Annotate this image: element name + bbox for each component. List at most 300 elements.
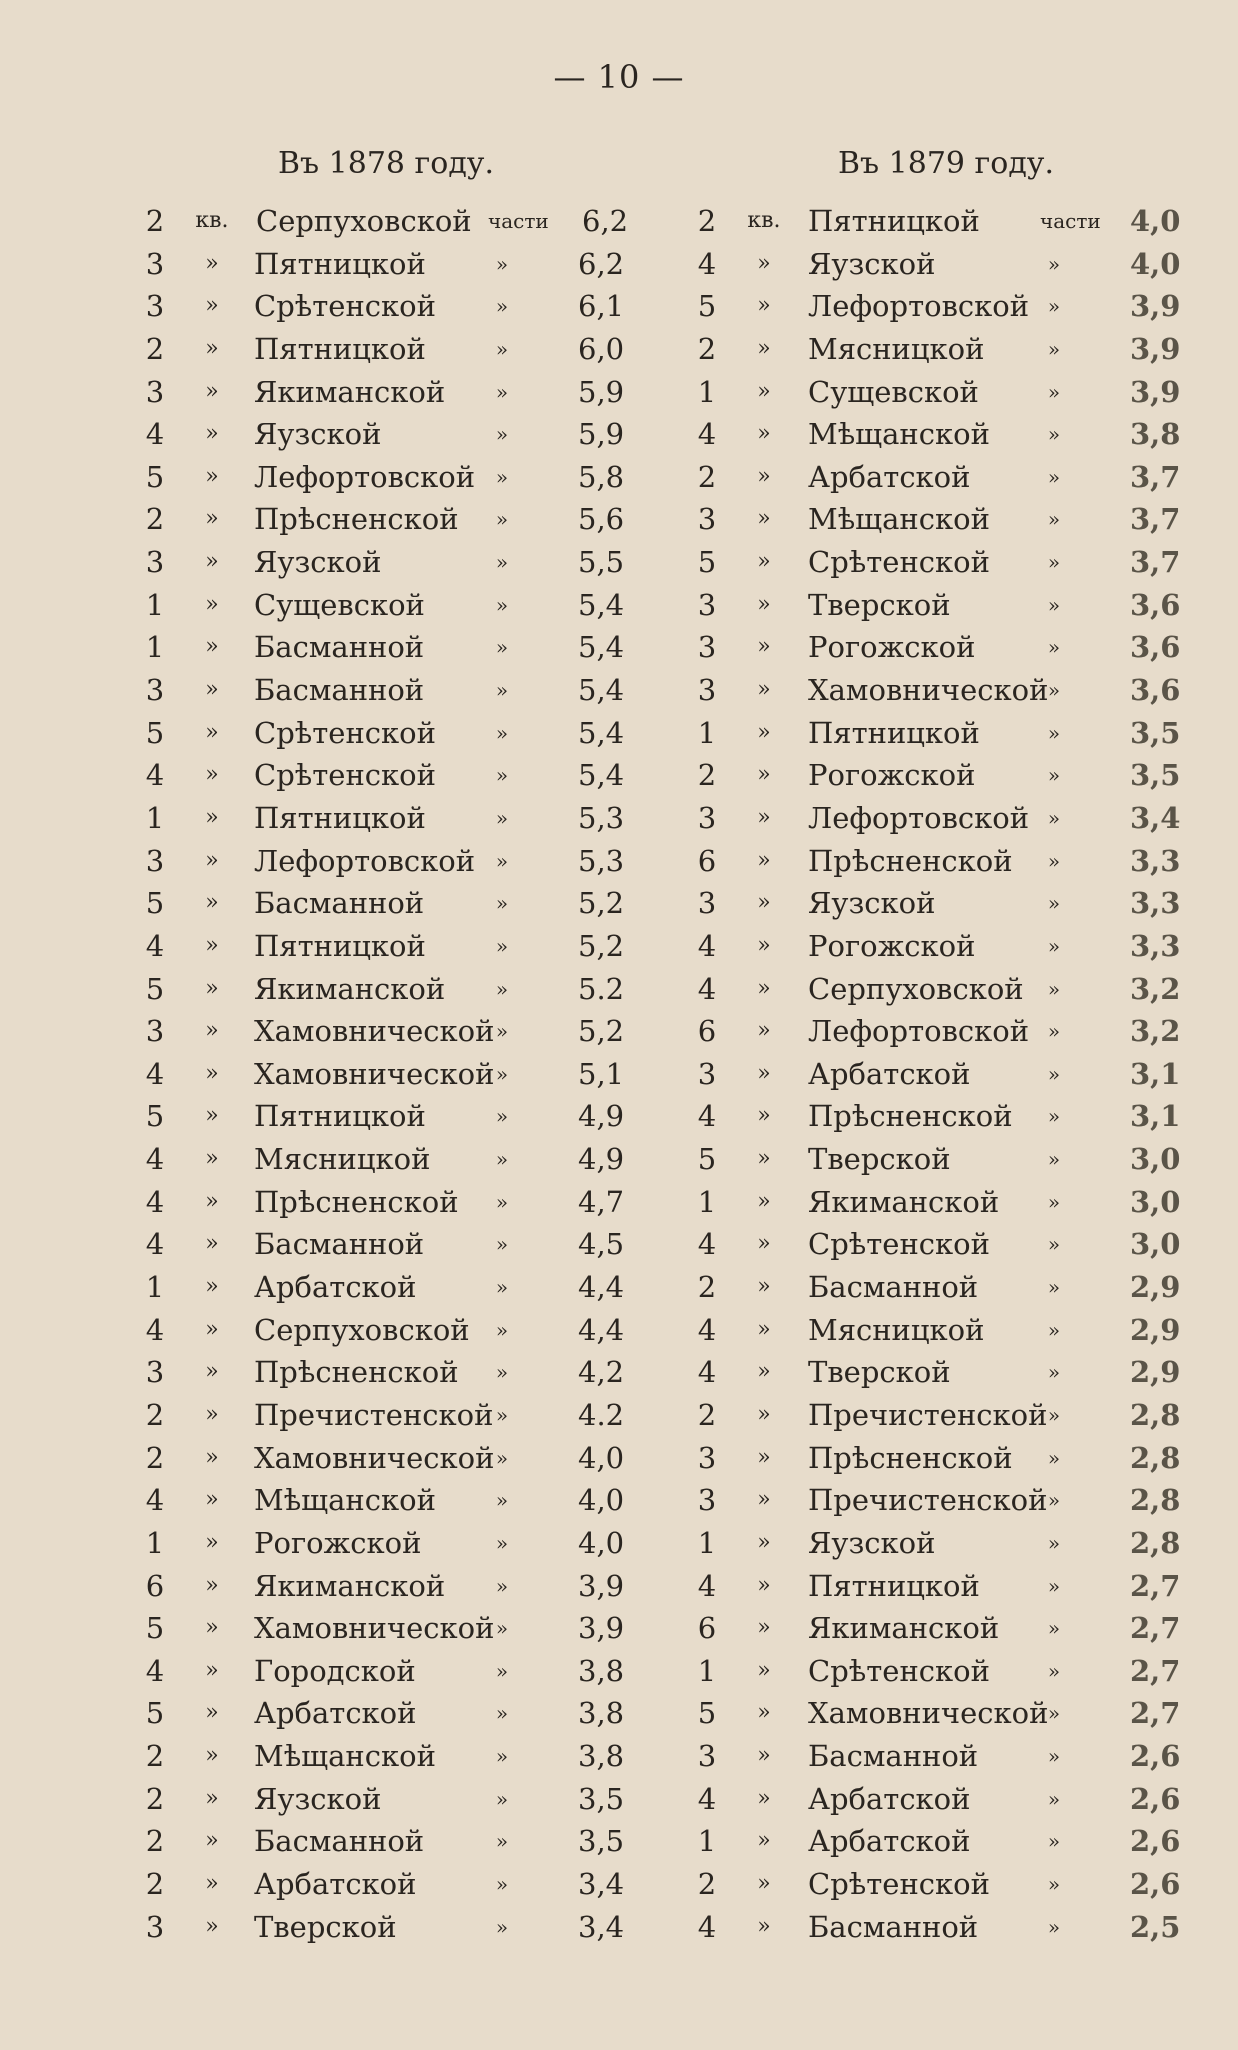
table-1879 [690,200,1230,1948]
table-row [138,754,678,797]
row-district-name: Якиманской [254,971,446,1006]
row-ditto-mark: » [1047,720,1061,745]
row-kv-mark: » [757,1103,771,1129]
row-value: 3,5 [1130,758,1181,793]
table-row [138,1181,678,1224]
row-number: 4 [697,1781,717,1816]
table-row [690,1479,1230,1522]
row-district-name: Серпуховской [256,204,472,238]
row-ditto-mark: » [1047,1189,1061,1214]
row-kv-mark: » [205,932,219,958]
row-ditto-mark: » [495,976,509,1001]
table-row [690,371,1230,414]
table-row [690,797,1230,840]
row-district-name: Басманной [808,1270,979,1305]
row-district-name: Яузской [808,1525,936,1560]
row-district-name: Сущевской [254,587,425,622]
row-district-name: Хамовнической [808,673,1049,708]
row-district-name: Мѣщанской [254,1739,436,1774]
row-kv-mark: » [757,1657,771,1683]
table-row [138,200,678,243]
table-row [690,1565,1230,1608]
row-district-name: Мѣщанской [808,502,990,537]
row-ditto-mark: » [1047,507,1061,532]
row-number: 4 [145,928,165,963]
table-row [690,1394,1230,1437]
table-row [138,1437,678,1480]
row-ditto-mark: » [1047,464,1061,489]
row-district-name: Басманной [808,1739,979,1774]
row-kv-mark: » [757,762,771,788]
table-row [690,840,1230,883]
table-row [138,669,678,712]
table-row [138,1735,678,1778]
table-row [138,882,678,925]
row-value: 2,8 [1130,1440,1181,1475]
row-value: 5,3 [578,800,625,835]
row-kv-mark: » [205,1401,219,1427]
table-row [690,626,1230,669]
row-ditto-mark: части [488,209,549,233]
row-kv-mark: » [757,804,771,830]
table-row [690,1266,1230,1309]
table-row [138,243,678,286]
row-number: 3 [697,630,717,665]
row-value: 2,9 [1130,1312,1181,1347]
row-number: 4 [145,1227,165,1262]
row-kv-mark: » [757,719,771,745]
row-kv-mark: » [205,335,219,361]
row-value: 5,4 [578,673,625,708]
row-number: 2 [697,1397,717,1432]
row-number: 2 [145,1739,165,1774]
page-number: — 10 — [553,58,685,96]
row-district-name: Мясницкой [254,1142,431,1177]
row-number: 4 [145,758,165,793]
table-row [138,413,678,456]
row-kv-mark: » [205,1657,219,1683]
row-district-name: Арбатской [254,1696,417,1731]
row-ditto-mark: » [495,592,509,617]
row-ditto-mark: » [1047,1147,1061,1172]
row-value: 2,7 [1130,1568,1181,1603]
row-district-name: Якиманской [254,1568,446,1603]
row-value: 6,2 [578,246,625,281]
table-row [690,1309,1230,1352]
row-kv-mark: » [757,1060,771,1086]
row-number: 4 [697,1099,717,1134]
row-value: 3,5 [578,1781,625,1816]
row-ditto-mark: » [1047,379,1061,404]
row-number: 4 [697,1909,717,1944]
row-ditto-mark: » [495,1871,509,1896]
row-number: 3 [145,374,165,409]
row-number: 5 [697,1696,717,1731]
table-row [690,1820,1230,1863]
row-kv-mark: » [757,1828,771,1854]
row-kv-mark: » [757,591,771,617]
row-kv-mark: » [205,1870,219,1896]
row-number: 1 [145,800,165,835]
row-district-name: Тверской [808,1355,951,1390]
row-district-name: Хамовнической [808,1696,1049,1731]
row-ditto-mark: » [1047,1488,1061,1513]
table-row [138,1309,678,1352]
row-ditto-mark: » [495,1616,509,1641]
row-kv-mark: » [205,506,219,532]
row-number: 5 [697,1142,717,1177]
row-kv-mark: » [757,250,771,276]
row-ditto-mark: » [495,635,509,660]
table-row [690,413,1230,456]
row-value: 4,7 [578,1184,625,1219]
row-kv-mark: » [205,1743,219,1769]
row-value: 3,3 [1130,886,1181,921]
row-district-name: Арбатской [808,1056,971,1091]
row-number: 6 [145,1568,165,1603]
row-kv-mark: » [757,1401,771,1427]
row-kv-mark: » [205,1060,219,1086]
row-ditto-mark: » [1047,805,1061,830]
row-ditto-mark: » [1047,763,1061,788]
table-row [138,1650,678,1693]
row-kv-mark: » [205,1146,219,1172]
row-district-name: Прѣсненской [254,1184,459,1219]
table-row [690,200,1230,243]
row-district-name: Рогожской [254,1525,422,1560]
row-value: 2,7 [1130,1611,1181,1646]
row-value: 3,0 [1130,1184,1181,1219]
row-number: 4 [697,1568,717,1603]
row-district-name: Срѣтенской [808,1227,990,1262]
table-row [690,498,1230,541]
row-district-name: Арбатской [254,1866,417,1901]
row-value: 5,1 [578,1056,625,1091]
row-kv-mark: » [205,1359,219,1385]
row-kv-mark: » [205,1444,219,1470]
row-kv-mark: » [205,890,219,916]
row-number: 3 [145,673,165,708]
row-kv-mark: кв. [195,208,229,233]
row-district-name: Пятницкой [254,246,426,281]
row-value: 4,0 [578,1483,625,1518]
row-value: 3,0 [1130,1227,1181,1262]
row-kv-mark: » [205,1103,219,1129]
row-kv-mark: » [757,634,771,660]
row-value: 4,2 [578,1355,625,1390]
row-value: 4,9 [578,1099,625,1134]
row-district-name: Тверской [254,1909,397,1944]
row-ditto-mark: » [495,1189,509,1214]
row-number: 2 [145,502,165,537]
row-number: 2 [697,758,717,793]
row-ditto-mark: » [1047,1573,1061,1598]
row-district-name: Прѣсненской [808,843,1013,878]
row-ditto-mark: » [1047,848,1061,873]
row-value: 4,4 [578,1270,625,1305]
row-ditto-mark: » [495,1104,509,1129]
row-kv-mark: » [757,421,771,447]
table-row [138,1010,678,1053]
row-ditto-mark: » [495,1658,509,1683]
row-district-name: Арбатской [254,1270,417,1305]
row-number: 1 [697,1824,717,1859]
table-row [690,1778,1230,1821]
table-row [138,1607,678,1650]
row-kv-mark: » [757,677,771,703]
row-ditto-mark: » [1047,1786,1061,1811]
row-value: 5,4 [578,758,625,793]
row-value: 5,8 [578,459,625,494]
row-ditto-mark: » [495,1744,509,1769]
row-district-name: Срѣтенской [808,1866,990,1901]
row-number: 4 [697,971,717,1006]
row-value: 3,6 [1130,587,1181,622]
row-kv-mark: » [205,1529,219,1555]
row-ditto-mark: » [495,1914,509,1939]
row-ditto-mark: » [495,464,509,489]
row-number: 5 [145,1696,165,1731]
row-number: 6 [697,1611,717,1646]
table-row [690,1692,1230,1735]
row-value: 5,9 [578,374,625,409]
row-value: 4,0 [1130,246,1181,281]
row-kv-mark: » [205,634,219,660]
table-row [138,626,678,669]
row-ditto-mark: » [1047,1360,1061,1385]
row-number: 3 [697,800,717,835]
row-number: 4 [145,1653,165,1688]
row-number: 3 [697,502,717,537]
row-ditto-mark: » [495,1061,509,1086]
row-district-name: Сущевской [808,374,979,409]
row-number: 1 [697,1184,717,1219]
row-number: 3 [697,886,717,921]
row-ditto-mark: » [495,1147,509,1172]
row-district-name: Мясницкой [808,331,985,366]
row-district-name: Пречистенской [808,1397,1048,1432]
row-district-name: Якиманской [808,1184,1000,1219]
row-number: 1 [697,715,717,750]
row-ditto-mark: » [495,294,509,319]
table-row [690,1522,1230,1565]
row-district-name: Срѣтенской [254,715,436,750]
row-kv-mark: » [205,1274,219,1300]
row-value: 4,0 [578,1525,625,1560]
row-kv-mark: » [205,1615,219,1641]
row-district-name: Яузской [254,417,382,452]
row-number: 5 [697,289,717,324]
row-number: 2 [697,1270,717,1305]
row-number: 2 [145,1824,165,1859]
row-district-name: Пречистенской [808,1483,1048,1518]
row-kv-mark: » [757,1274,771,1300]
row-number: 1 [697,1653,717,1688]
row-kv-mark: » [205,378,219,404]
row-value: 3,2 [1130,971,1181,1006]
row-value: 3,5 [578,1824,625,1859]
row-number: 4 [145,1184,165,1219]
row-ditto-mark: » [1047,678,1061,703]
row-number: 2 [697,204,717,238]
row-district-name: Пятницкой [808,1568,980,1603]
row-number: 2 [145,1866,165,1901]
table-row [138,1863,678,1906]
row-kv-mark: » [205,1913,219,1939]
row-ditto-mark: » [1047,1402,1061,1427]
row-value: 3,1 [1130,1099,1181,1134]
row-ditto-mark: » [1047,1275,1061,1300]
row-number: 4 [697,928,717,963]
row-district-name: Пятницкой [254,1099,426,1134]
row-value: 5,5 [578,545,625,580]
row-kv-mark: » [757,1700,771,1726]
row-kv-mark: » [757,932,771,958]
row-ditto-mark: » [495,763,509,788]
row-kv-mark: кв. [747,208,781,233]
row-district-name: Хамовнической [254,1056,495,1091]
row-ditto-mark: » [1047,933,1061,958]
row-value: 3,4 [1130,800,1181,835]
row-kv-mark: » [205,804,219,830]
row-district-name: Басманной [254,673,425,708]
row-district-name: Серпуховской [254,1312,470,1347]
table-row [690,1095,1230,1138]
row-ditto-mark: » [495,422,509,447]
row-value: 3,9 [1130,289,1181,324]
row-kv-mark: » [757,378,771,404]
row-ditto-mark: » [495,336,509,361]
table-row [138,1565,678,1608]
row-district-name: Пятницкой [808,715,980,750]
row-kv-mark: » [205,293,219,319]
row-kv-mark: » [757,1231,771,1257]
row-value: 3,5 [1130,715,1181,750]
row-kv-mark: » [757,1615,771,1641]
row-ditto-mark: » [495,1019,509,1044]
row-value: 3,7 [1130,459,1181,494]
row-ditto-mark: » [495,1786,509,1811]
row-value: 3,1 [1130,1056,1181,1091]
row-value: 3,8 [1130,417,1181,452]
row-kv-mark: » [205,1487,219,1513]
table-row [138,840,678,883]
row-district-name: Басманной [808,1909,979,1944]
row-ditto-mark: » [1047,1019,1061,1044]
row-ditto-mark: » [1047,1530,1061,1555]
row-value: 2,8 [1130,1525,1181,1560]
row-district-name: Пятницкой [254,331,426,366]
row-number: 3 [145,246,165,281]
row-kv-mark: » [205,1785,219,1811]
row-value: 3,7 [1130,502,1181,537]
row-value: 6,1 [578,289,625,324]
row-number: 4 [145,1483,165,1518]
row-ditto-mark: » [495,1360,509,1385]
row-kv-mark: » [205,1828,219,1854]
row-value: 5,3 [578,843,625,878]
row-value: 6,2 [582,204,629,238]
row-district-name: Яузской [254,1781,382,1816]
row-number: 3 [145,1909,165,1944]
table-row [690,1437,1230,1480]
row-value: 2,5 [1130,1909,1181,1944]
row-number: 4 [145,1142,165,1177]
table-row [690,328,1230,371]
row-kv-mark: » [757,1870,771,1896]
row-number: 5 [145,971,165,1006]
row-number: 4 [697,1355,717,1390]
row-number: 3 [145,1355,165,1390]
row-ditto-mark: » [495,1275,509,1300]
row-kv-mark: » [757,549,771,575]
row-district-name: Басманной [254,886,425,921]
row-value: 2,6 [1130,1739,1181,1774]
row-ditto-mark: » [1047,1658,1061,1683]
row-number: 2 [145,204,165,238]
row-value: 2,8 [1130,1397,1181,1432]
row-number: 3 [697,673,717,708]
row-district-name: Яузской [808,246,936,281]
row-ditto-mark: » [1047,422,1061,447]
table-row [690,669,1230,712]
row-number: 1 [145,630,165,665]
row-district-name: Басманной [254,1227,425,1262]
row-number: 3 [697,1056,717,1091]
row-ditto-mark: » [495,1530,509,1555]
row-number: 1 [697,374,717,409]
row-kv-mark: » [205,1188,219,1214]
row-district-name: Арбатской [808,1824,971,1859]
row-kv-mark: » [757,1444,771,1470]
row-ditto-mark: » [495,678,509,703]
row-kv-mark: » [205,677,219,703]
row-district-name: Яузской [254,545,382,580]
table-row [138,1053,678,1096]
row-ditto-mark: » [1047,550,1061,575]
row-district-name: Срѣтенской [254,758,436,793]
row-district-name: Лефортовской [808,1014,1030,1049]
row-number: 4 [697,246,717,281]
row-number: 3 [697,1483,717,1518]
table-row [690,1138,1230,1181]
row-ditto-mark: » [1047,1317,1061,1342]
column-title-1878: Въ 1878 году. [278,146,494,181]
row-district-name: Пятницкой [808,204,980,238]
row-district-name: Яузской [808,886,936,921]
row-ditto-mark: » [1047,294,1061,319]
row-district-name: Мѣщанской [808,417,990,452]
row-ditto-mark: » [1047,976,1061,1001]
row-ditto-mark: » [495,805,509,830]
row-kv-mark: » [757,463,771,489]
row-value: 3,2 [1130,1014,1181,1049]
table-row [138,285,678,328]
row-district-name: Прѣсненской [808,1440,1013,1475]
row-value: 5,9 [578,417,625,452]
row-number: 4 [697,1227,717,1262]
row-value: 4.2 [578,1397,625,1432]
row-district-name: Прѣсненской [254,1355,459,1390]
row-kv-mark: » [757,1572,771,1598]
row-number: 2 [697,331,717,366]
row-district-name: Мѣщанской [254,1483,436,1518]
table-row [690,1053,1230,1096]
table-row [690,1650,1230,1693]
table-row [138,1138,678,1181]
row-kv-mark: » [757,890,771,916]
row-number: 5 [145,1099,165,1134]
